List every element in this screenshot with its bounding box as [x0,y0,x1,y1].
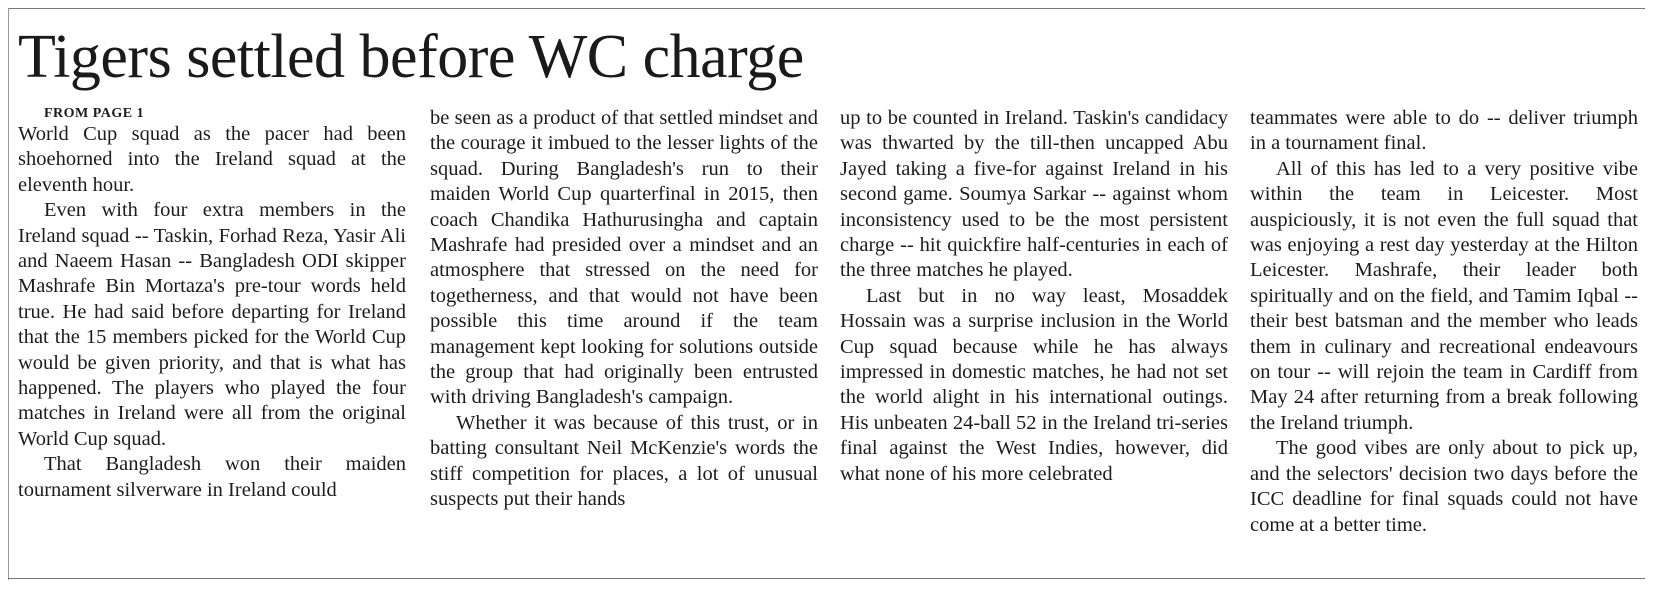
column-4 [1250,106,1638,538]
paragraph: Whether it was because of this trust, or in batting consultant Neil McKenzie's words the stiff competition for places, a lot of unusual suspects put their hands [430,411,818,511]
bottom-rule [8,578,1645,579]
headline: Tigers settled before WC charge [18,23,804,91]
paragraph: Even with four extra members in the Ireland squad -- Taskin, Forhad Reza, Yasir Ali and Naeem Hasan -- Bangladesh ODI skipper Mashrafe Bin Mortaza's pre-tour words held true. He had said before departing for Ireland that the 15 members picked for the World Cup would be given priority, and that is what has happened. The players who played the four matches in Ireland were all from the original World Cup squad. [18,199,406,450]
paragraph: The good vibes are only about to pick up, and the selectors' decision two days before the ICC deadline for final squads could not have come at a better time. [1250,437,1638,536]
paragraph: up to be counted in Ireland. Taskin's candidacy was thwarted by the till-then uncapped Abu Jayed taking a five-for against Ireland in his second game. Soumya Sarkar -- against whom inconsistency used to be the most persistent charge -- hit quickfire half-centuries in each of the three matches he played. [840,107,1228,282]
article-body [18,106,1638,576]
column-2 [430,106,818,513]
left-border [8,8,9,580]
paragraph: World Cup squad as the pacer had been shoehorned into the Ireland squad at the eleventh hour. [18,123,406,196]
column-3 [840,106,1228,487]
jump-label: FROM PAGE 1 [44,106,145,121]
paragraph: All of this has led to a very positive vibe within the team in Leicester. Most auspiciously, it is not even the full squad that was enjoying a rest day yesterday at the Hilton Leicester. Mashrafe, their leader both spiritually and on the field, and Tamim Iqbal -- their best batsman and the member who leads them in culinary and recreational endeavours on tour -- will rejoin the team in Cardiff from May 24 after returning from a break following the Ireland triumph. [1250,157,1638,434]
paragraph: teammates were able to do -- deliver triumph in a tournament final. [1250,107,1638,155]
paragraph: That Bangladesh won their maiden tournament silverware in Ireland could [18,453,406,501]
column-1 [18,106,406,503]
paragraph: Last but in no way least, Mosaddek Hossain was a surprise inclusion in the World Cup squad because while he has always impressed in domestic matches, he had not set the world alight in his international outings. His unbeaten 24-ball 52 in the Ireland tri-series final against the West Indies, however, did what none of his more celebrated [840,284,1228,485]
paragraph: be seen as a product of that settled mindset and the courage it imbued to the lesser lights of the squad. During Bangladesh's run to their maiden World Cup quarterfinal in 2015, then coach Chandika Hathurusingha and captain Mashrafe had presided over a mindset and an atmosphere that stressed on the need for togetherness, and that would not have been possible this time around if the team management kept looking for solutions outside the group that had originally been entrusted with driving Bangladesh's campaign. [430,107,818,409]
top-rule [8,8,1645,9]
